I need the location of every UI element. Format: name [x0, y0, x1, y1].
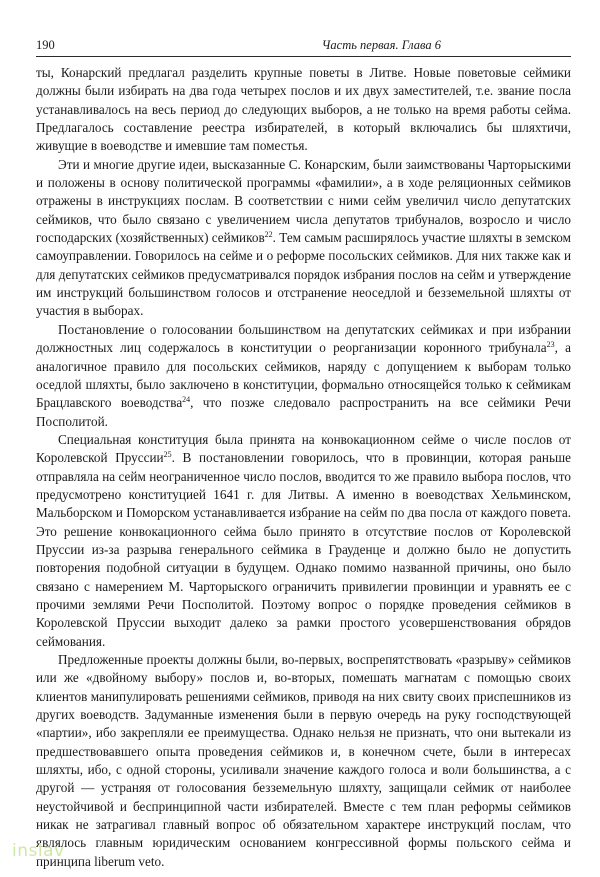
paragraph-text: . Тем самым расширялось участие шляхты в земском самоуправлении. Говорилось на сейме и о реформе посольских сеймиков. Для них также как и для депутатских сеймиков предусматривался порядок избрания послов на сейм и утверждение им инструкций большинством голосов и отстранение неоседлой и безземельной шляхты от участия в выборах. — [36, 230, 571, 319]
book-page — [36, 38, 571, 871]
paragraph-text: Постановление о голосовании большинством на депутатских сеймиках и при избрании должностных лиц содержалось в конституции о реорганизации коронного трибунала — [36, 321, 571, 356]
running-head: Часть первая. Глава 6 — [321, 38, 441, 52]
paragraph — [36, 321, 571, 431]
paragraph-text: , а аналогичное правило для посольских сеймиков, наряду с допущением к выборам только оседлой шляхты, было заключено в конституции, формально относящейся только к сеймикам Брацлавского воеводства — [36, 340, 571, 411]
paragraph-text: ты, Конарский предлагал разделить крупные поветы в Литве. Новые поветовые сеймики должны были избирать на два года четырех послов и их двух заместителей, т.е. звание посла устанавливалось на весь период до следующих выборов, а не только на время работы сейма. Предлагалось составление реестра избирателей, в который включались бы шляхтичи, живущие в воеводстве и имевшие там поместья. — [36, 65, 571, 154]
footnote-ref: 22 — [264, 230, 273, 240]
paragraph-text: Эти и многие другие идеи, высказанные С. Конарским, были заимствованы Чарторыскими и положены в основу политической программы «фамилии», а в ходе реляционных сеймиков отражены в инструкциях послам. В соответствии с ними сейм увеличил число депутатских сеймиков, что было связано с увеличением числа депутатов трибуналов, возросло и число господарских (хозяйственных) сеймиков — [36, 156, 571, 246]
paragraph — [36, 156, 571, 321]
footnote-ref: 23 — [546, 340, 555, 350]
footnote-ref: 25 — [163, 450, 172, 460]
body-text — [36, 64, 571, 871]
paragraph-text: , что позже следовало распространить на все сеймики Речи Посполитой. — [36, 395, 571, 429]
watermark-text: inslav — [12, 841, 65, 861]
paragraph-text: Специальная конституция была принята на конвокационном сейме о числе послов от Королевской Пруссии — [36, 431, 571, 466]
paragraph — [36, 431, 571, 651]
paragraph — [36, 64, 571, 156]
paragraph-text: . В постановлении говорилось, что в провинции, которая раньше отправляла на сейм неограниченное число послов, вводится то же правило выбора послов, что предусмотрено конституцией 1641 г. для Литвы. А именно в воеводствах Хельминском, Мальборском и Поморском устанавливается избрание на сейм по два посла от каждого повета. Это решение конвокационного сейма было принято в отсутствие послов от Королевской Пруссии из-за разрыва генерального сеймика в Грауденце и должно было не допустить повторения подобной ситуации в будущем. Однако помимо названной причины, оно было связано с намерением М. Чарторыского ограничить привилегии провинции и уравнять ее с прочими землями Речи Посполитой. Поэтому вопрос о порядке проведения сеймиков в Королевской Пруссии выходит далеко за рамки простого усовершенствования обрядов сеймования. — [36, 450, 571, 649]
footnote-ref: 24 — [182, 395, 191, 405]
page-number: 190 — [36, 38, 55, 52]
page-header — [36, 38, 571, 57]
paragraph-text: Предложенные проекты должны были, во-первых, воспрепятствовать «разрыву» сеймиков или же «двойному выбору» послов и, во-вторых, помешать магнатам с помощью своих клиентов манипулировать решениями сеймиков, приводя на них свиту своих приспешников из других воеводств. Задуманные изменения были в первую очередь на руку господствующей «партии», ибо закрепляли ее преимущества. Однако нельзя не признать, что они вытекали из предшествовавшего опыта проведения сеймиков и, в конечном счете, были в интересах шляхты, ибо, с одной стороны, усиливали значение каждого голоса и воли большинства, а с другой — устраняя от голосования безземельную шляхту, защищали сеймик от наиболее неустойчивой и беспринципной части избирателей. Вместе с тем план реформы сеймиков никак не затрагивал главный вопрос об обязательном характере инструкций послам, что являлось главным юридическим основанием конгрессивной формы польского сейма и принципа liberum veto. — [36, 652, 571, 869]
paragraph — [36, 651, 571, 871]
